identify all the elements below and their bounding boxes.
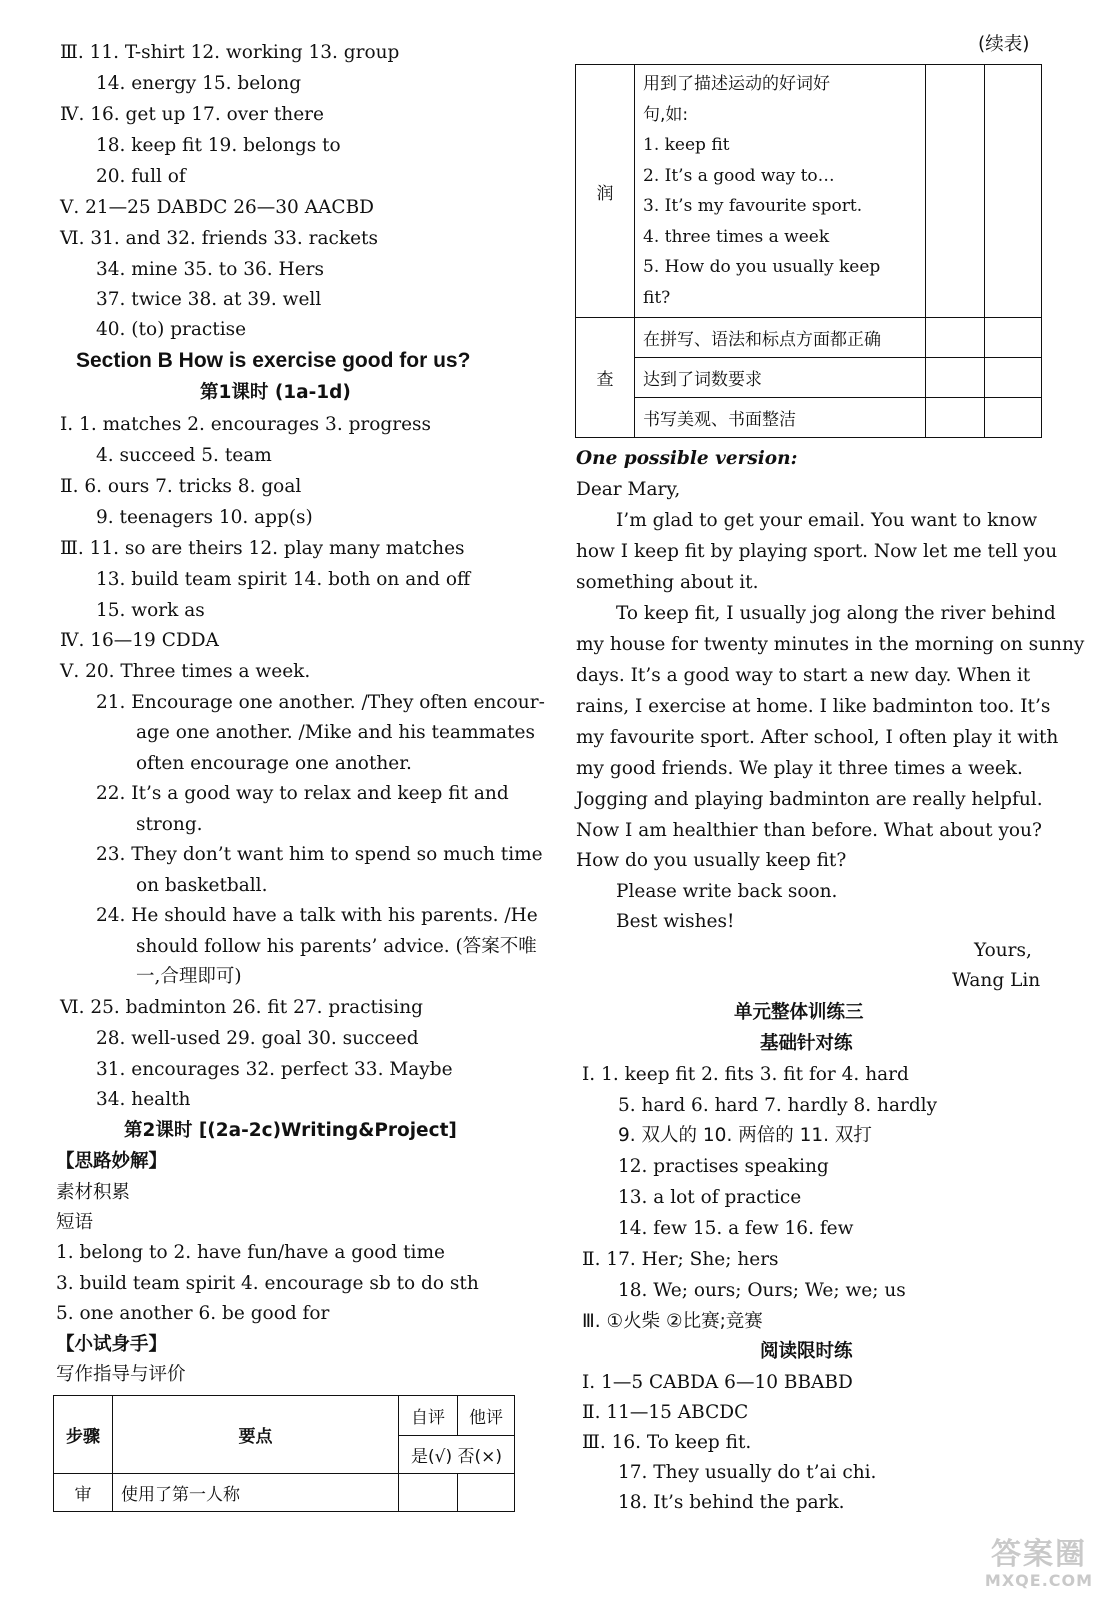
answer-line: 9. 双人的 10. 两倍的 11. 双打	[618, 1125, 872, 1146]
answer-line: 13. a lot of practice	[618, 1187, 802, 1208]
writing-evaluation-table	[53, 1395, 515, 1512]
section-label: 短语	[56, 1212, 94, 1233]
point-line: 句,如:	[643, 104, 689, 125]
point-cell: 书写美观、书面整洁	[635, 398, 926, 438]
step-header: 步骤	[54, 1396, 113, 1474]
section-label: 【思路妙解】	[56, 1151, 168, 1172]
answer-line: Ⅱ. 6. ours 7. tricks 8. goal	[60, 476, 302, 497]
answer-line: Ⅰ. 1. keep fit 2. fits 3. fit for 4. hard	[582, 1064, 909, 1085]
answer-line: Ⅱ. 17. Her; She; hers	[582, 1249, 779, 1270]
self-eval-cell	[926, 318, 985, 358]
yes-no-legend: 是(√) 否(×)	[399, 1436, 515, 1474]
answer-line: Ⅴ. 20. Three times a week.	[60, 661, 311, 682]
answer-line: Ⅲ. ①火柴 ②比赛;竞赛	[582, 1311, 763, 1332]
answer-line: Ⅰ. 1—5 CABDA 6—10 BBABD	[582, 1372, 853, 1393]
letter-line: I’m glad to get your email. You want to know	[616, 510, 1038, 531]
letter-signoff: Yours,	[974, 940, 1032, 961]
lesson-heading: 第1课时 (1a-1d)	[200, 382, 351, 403]
letter-line: my house for twenty minutes in the morning on sunny	[576, 634, 1085, 655]
point-cell	[635, 65, 926, 318]
letter-line: rains, I exercise at home. I like badminton too. It’s	[576, 696, 1051, 717]
answer-line: 9. teenagers 10. app(s)	[96, 507, 313, 528]
letter-line: days. It’s a good way to start a new day. When it	[576, 665, 1031, 686]
answer-line: 34. mine 35. to 36. Hers	[96, 259, 324, 280]
step-cell: 审	[54, 1474, 113, 1512]
answer-line: 3. build team spirit 4. encourage sb to do sth	[56, 1273, 479, 1294]
self-eval-cell	[926, 398, 985, 438]
letter-line: Please write back soon.	[616, 881, 838, 902]
sub-heading: 阅读限时练	[760, 1341, 853, 1362]
answer-line: 28. well-used 29. goal 30. succeed	[96, 1028, 419, 1049]
self-eval-cell	[399, 1474, 458, 1512]
answer-line: 37. twice 38. at 39. well	[96, 289, 322, 310]
step-cell: 查	[576, 318, 635, 438]
watermark-url: MXQE.COM	[984, 1571, 1094, 1590]
letter-line: To keep fit, I usually jog along the river behind	[616, 603, 1056, 624]
answer-line: Ⅴ. 21—25 DABDC 26—30 AACBD	[60, 197, 375, 218]
letter-line: Best wishes!	[616, 911, 735, 932]
answer-line: 20. full of	[96, 166, 186, 187]
point-line: 1. keep fit	[643, 135, 730, 155]
answer-line: 24. He should have a talk with his parents. /He	[96, 905, 538, 926]
self-eval-header: 自评	[399, 1396, 458, 1436]
answer-line: 34. health	[96, 1089, 191, 1110]
letter-line: my good friends. We play it three times a week.	[576, 758, 1023, 779]
other-eval-header: 他评	[458, 1396, 515, 1436]
point-line: 用到了描述运动的好词好	[643, 74, 830, 94]
letter-line: my favourite sport. After school, I often play it with	[576, 727, 1059, 748]
answer-line: 18. It’s behind the park.	[618, 1492, 845, 1513]
other-eval-cell	[458, 1474, 515, 1512]
other-eval-cell	[985, 398, 1042, 438]
point-line: fit?	[643, 287, 671, 308]
answer-line: 14. few 15. a few 16. few	[618, 1218, 854, 1239]
answer-line: 22. It’s a good way to relax and keep fit and	[96, 783, 509, 804]
point-cell: 使用了第一人称	[113, 1474, 399, 1512]
point-line: 2. It’s a good way to…	[643, 165, 835, 186]
letter-line: Now I am healthier than before. What about you?	[576, 820, 1042, 841]
answer-line: Ⅲ. 16. To keep fit.	[582, 1432, 752, 1453]
letter-signature: Wang Lin	[952, 970, 1041, 991]
answer-line: Ⅲ. 11. T-shirt 12. working 13. group	[60, 42, 400, 63]
answer-line: 23. They don’t want him to spend so much time	[96, 844, 543, 865]
answer-line: 1. belong to 2. have fun/have a good time	[56, 1242, 445, 1263]
answer-line: 17. They usually do t’ai chi.	[618, 1462, 877, 1483]
section-label: 【小试身手】	[56, 1334, 168, 1355]
answer-line: Ⅳ. 16—19 CDDA	[60, 630, 219, 651]
letter-line: Jogging and playing badminton are really helpful.	[576, 789, 1043, 810]
letter-line: something about it.	[576, 572, 759, 593]
answer-line: 18. We; ours; Ours; We; we; us	[618, 1280, 906, 1301]
answer-line: Ⅱ. 11—15 ABCDC	[582, 1402, 749, 1423]
answer-line: 18. keep fit 19. belongs to	[96, 135, 341, 156]
watermark-main: 答案圈	[991, 1537, 1087, 1572]
answer-line: strong.	[136, 814, 203, 835]
watermark-logo	[979, 1538, 1099, 1594]
answer-line: 21. Encourage one another. /They often encour-	[96, 692, 545, 713]
answer-line: Ⅵ. 31. and 32. friends 33. rackets	[60, 228, 378, 249]
answer-line: often encourage one another.	[136, 753, 412, 774]
answer-line: 一,合理即可)	[136, 966, 242, 987]
answer-line: should follow his parents’ advice. (答案不唯	[136, 936, 537, 957]
section-label: 素材积累	[56, 1182, 131, 1203]
self-eval-cell	[926, 358, 985, 398]
answer-line: 31. encourages 32. perfect 33. Maybe	[96, 1059, 453, 1080]
answer-line: 4. succeed 5. team	[96, 445, 272, 466]
answer-line: Ⅰ. 1. matches 2. encourages 3. progress	[60, 414, 432, 435]
step-cell: 润	[576, 65, 635, 318]
answer-line: on basketball.	[136, 875, 268, 896]
version-label: One possible version:	[576, 448, 798, 469]
sub-heading: 基础针对练	[760, 1033, 853, 1054]
answer-line: Ⅳ. 16. get up 17. over there	[60, 104, 324, 125]
answer-line: age one another. /Mike and his teammates	[136, 722, 535, 743]
answer-line: 5. one another 6. be good for	[56, 1303, 330, 1324]
evaluation-table-continued	[575, 64, 1042, 438]
point-cell: 在拼写、语法和标点方面都正确	[635, 318, 926, 358]
answer-line: 12. practises speaking	[618, 1156, 829, 1177]
answer-line: 15. work as	[96, 600, 205, 621]
continued-label: (续表)	[978, 34, 1030, 55]
section-label: 写作指导与评价	[56, 1364, 186, 1385]
other-eval-cell	[985, 65, 1042, 318]
answer-line: 13. build team spirit 14. both on and off	[96, 569, 471, 590]
letter-line: How do you usually keep fit?	[576, 850, 847, 871]
answer-line: 40. (to) practise	[96, 319, 247, 340]
point-line: 4. three times a week	[643, 226, 830, 247]
point-line: 5. How do you usually keep	[643, 257, 881, 277]
point-line: 3. It’s my favourite sport.	[643, 196, 863, 216]
section-heading: Section B How is exercise good for us?	[76, 349, 471, 372]
letter-line: Dear Mary,	[576, 479, 681, 500]
lesson-heading: 第2课时 [(2a-2c)Writing&Project]	[124, 1120, 457, 1141]
unit-heading: 单元整体训练三	[734, 1002, 864, 1023]
answer-line: 5. hard 6. hard 7. hardly 8. hardly	[618, 1095, 938, 1116]
self-eval-cell	[926, 65, 985, 318]
answer-line: 14. energy 15. belong	[96, 73, 302, 94]
letter-line: how I keep fit by playing sport. Now let me tell you	[576, 541, 1058, 562]
point-cell: 达到了词数要求	[635, 358, 926, 398]
answer-line: Ⅲ. 11. so are theirs 12. play many matches	[60, 538, 465, 559]
answer-line: Ⅵ. 25. badminton 26. fit 27. practising	[60, 997, 423, 1018]
points-header: 要点	[113, 1396, 399, 1474]
other-eval-cell	[985, 358, 1042, 398]
other-eval-cell	[985, 318, 1042, 358]
